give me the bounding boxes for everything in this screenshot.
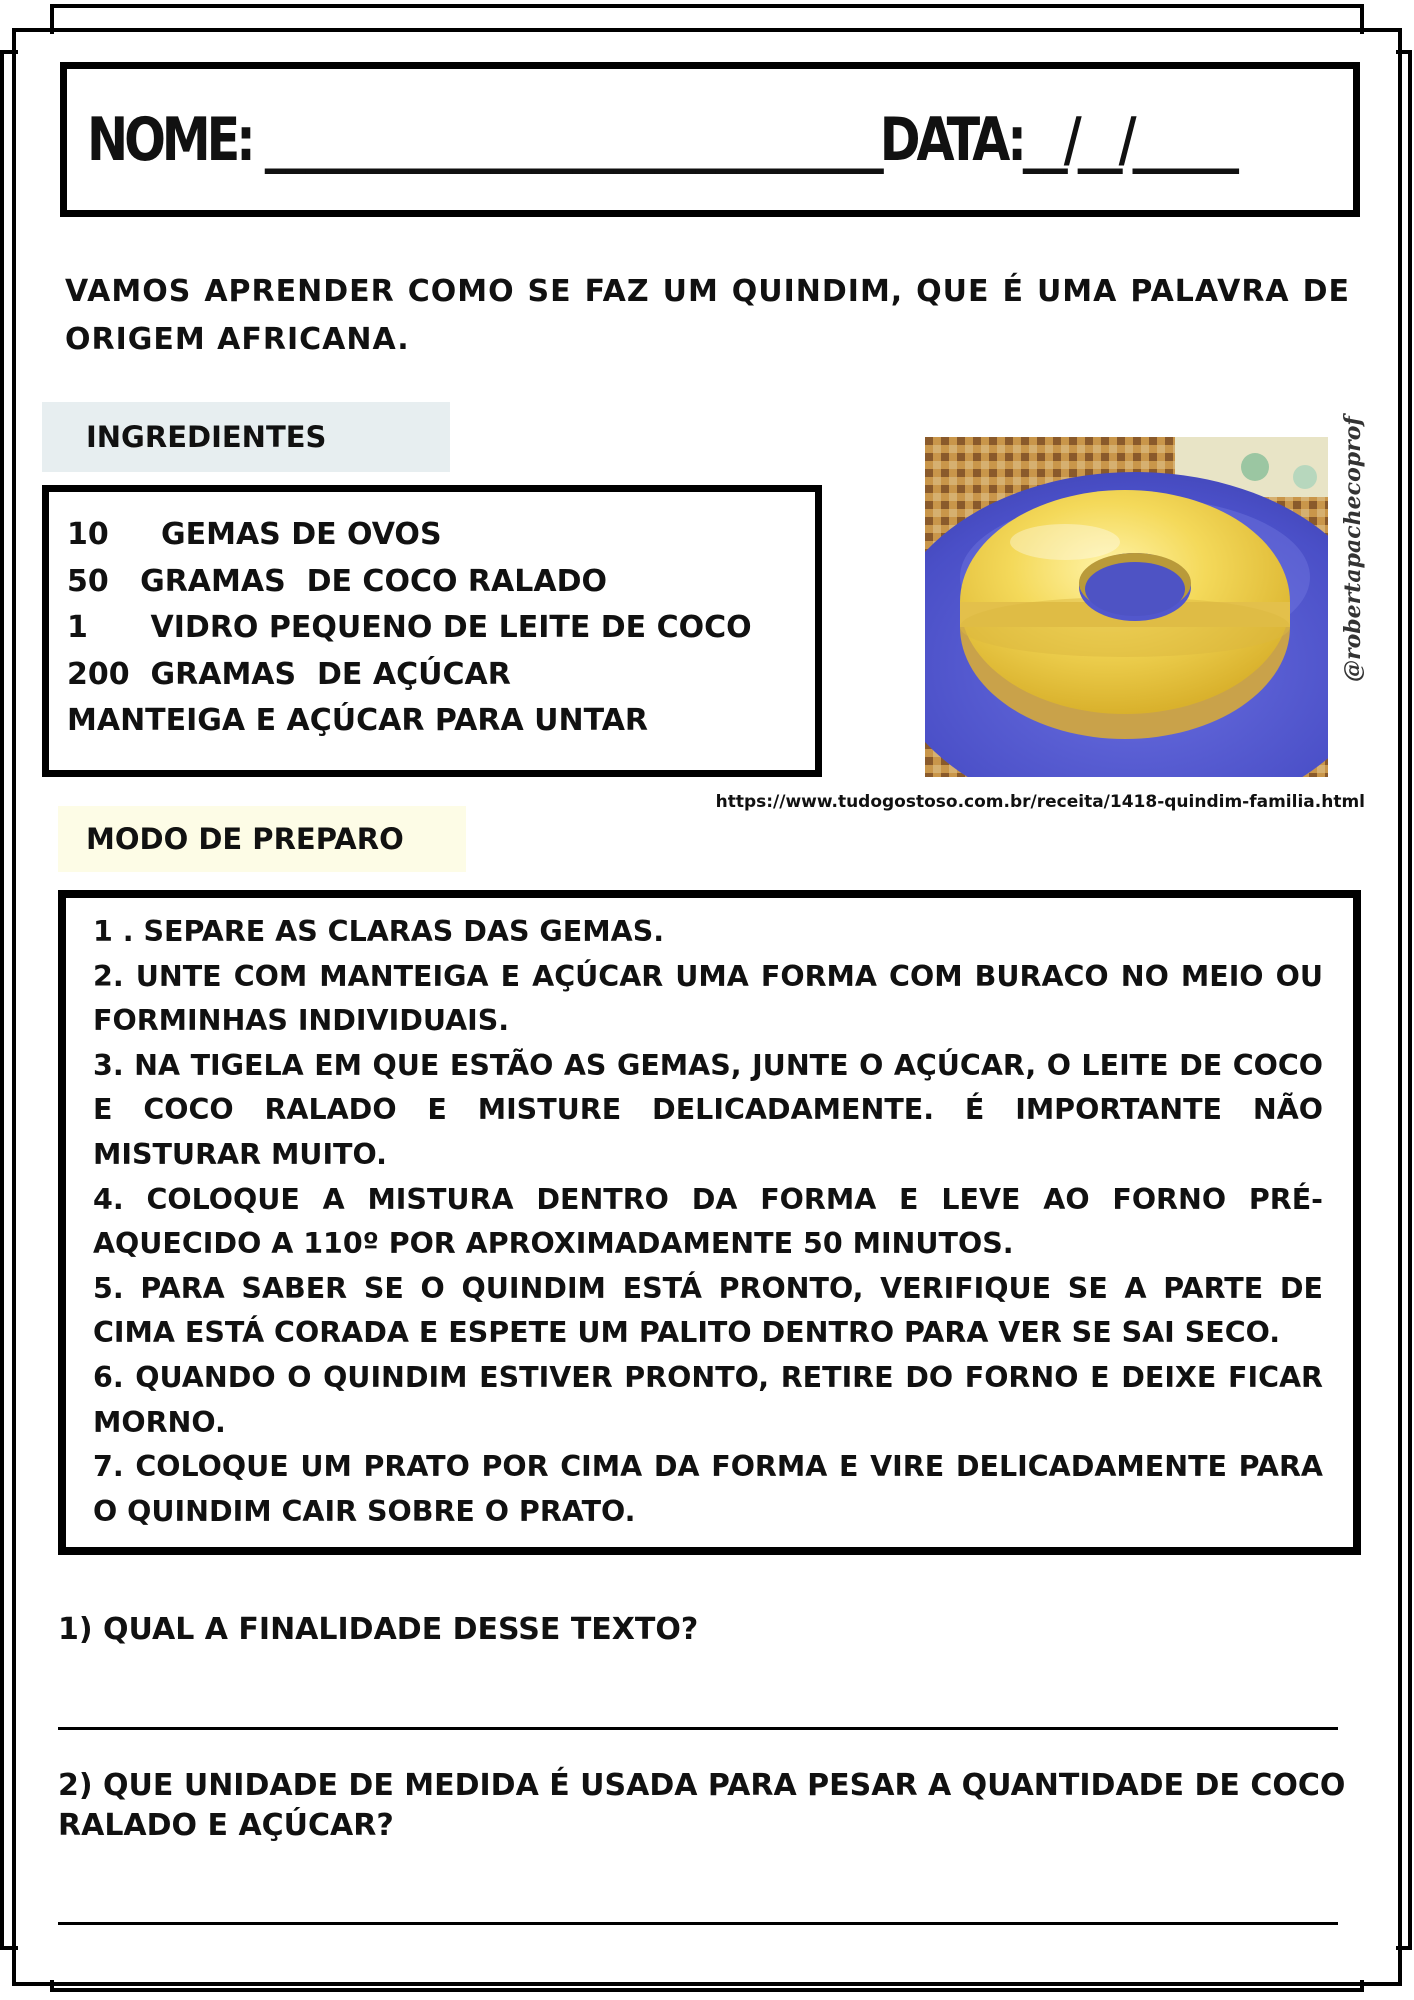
- method-step: 5. PARA SABER SE O QUINDIM ESTÁ PRONTO, VERIFIQUE SE A PARTE DE CIMA ESTÁ CORADA E ESPETE UM PALITO DENTRO PARA VER SE SAI SECO.: [93, 1271, 1323, 1350]
- name-date-line: NOME: ______________________________DATA:__/__/_____: [87, 104, 1236, 175]
- name-date-header: [60, 62, 1360, 217]
- method-step: 6. QUANDO O QUINDIM ESTIVER PRONTO, RETIRE DO FORNO E DEIXE FICAR MORNO.: [93, 1360, 1323, 1439]
- ingredient-item: 10 GEMAS DE OVOS: [67, 517, 442, 552]
- method-step: 4. COLOQUE A MISTURA DENTRO DA FORMA E LEVE AO FORNO PRÉ-AQUECIDO A 110º POR APROXIMADAMENTE 50 MINUTOS.: [93, 1182, 1323, 1261]
- question-2: 2) QUE UNIDADE DE MEDIDA É USADA PARA PESAR A QUANTIDADE DE COCO RALADO E AÇÚCAR?: [58, 1768, 1346, 1843]
- photo-credit-text: @robertapachecoprof: [1340, 416, 1366, 682]
- photo-credit: [1328, 416, 1378, 687]
- method-step: 3. NA TIGELA EM QUE ESTÃO AS GEMAS, JUNTE O AÇÚCAR, O LEITE DE COCO E COCO RALADO E MISTURE DELICADAMENTE. É IMPORTANTE NÃO MISTURAR MUITO.: [93, 1048, 1323, 1171]
- quindim-photo: [925, 437, 1328, 777]
- ingredient-item: 50 GRAMAS DE COCO RALADO: [67, 563, 607, 599]
- method-steps-box: [58, 890, 1361, 1555]
- ingredient-item: 200 GRAMAS DE AÇÚCAR: [67, 656, 511, 692]
- question-1: 1) QUAL A FINALIDADE DESSE TEXTO?: [58, 1612, 699, 1647]
- answer-line-2[interactable]: [58, 1922, 1338, 1925]
- ingredients-heading: INGREDIENTES: [42, 402, 450, 472]
- ingredient-item: 1 VIDRO PEQUENO DE LEITE DE COCO: [67, 610, 752, 645]
- answer-line-1[interactable]: [58, 1727, 1338, 1730]
- method-heading: MODO DE PREPARO: [58, 806, 466, 872]
- quindim-image: [925, 437, 1328, 777]
- ingredients-box: [42, 485, 822, 777]
- ingredient-item: MANTEIGA E AÇÚCAR PARA UNTAR: [67, 703, 649, 738]
- method-step: 2. UNTE COM MANTEIGA E AÇÚCAR UMA FORMA COM BURACO NO MEIO OU FORMINHAS INDIVIDUAIS.: [93, 959, 1323, 1038]
- intro-text: VAMOS APRENDER COMO SE FAZ UM QUINDIM, QUE É UMA PALAVRA DE ORIGEM AFRICANA.: [65, 274, 1350, 357]
- source-url: https://www.tudogostoso.com.br/receita/1418-quindim-familia.html: [715, 792, 1365, 812]
- method-step: 7. COLOQUE UM PRATO POR CIMA DA FORMA E VIRE DELICADAMENTE PARA O QUINDIM CAIR SOBRE O PRATO.: [93, 1450, 1323, 1528]
- method-step: 1 . SEPARE AS CLARAS DAS GEMAS.: [93, 915, 665, 948]
